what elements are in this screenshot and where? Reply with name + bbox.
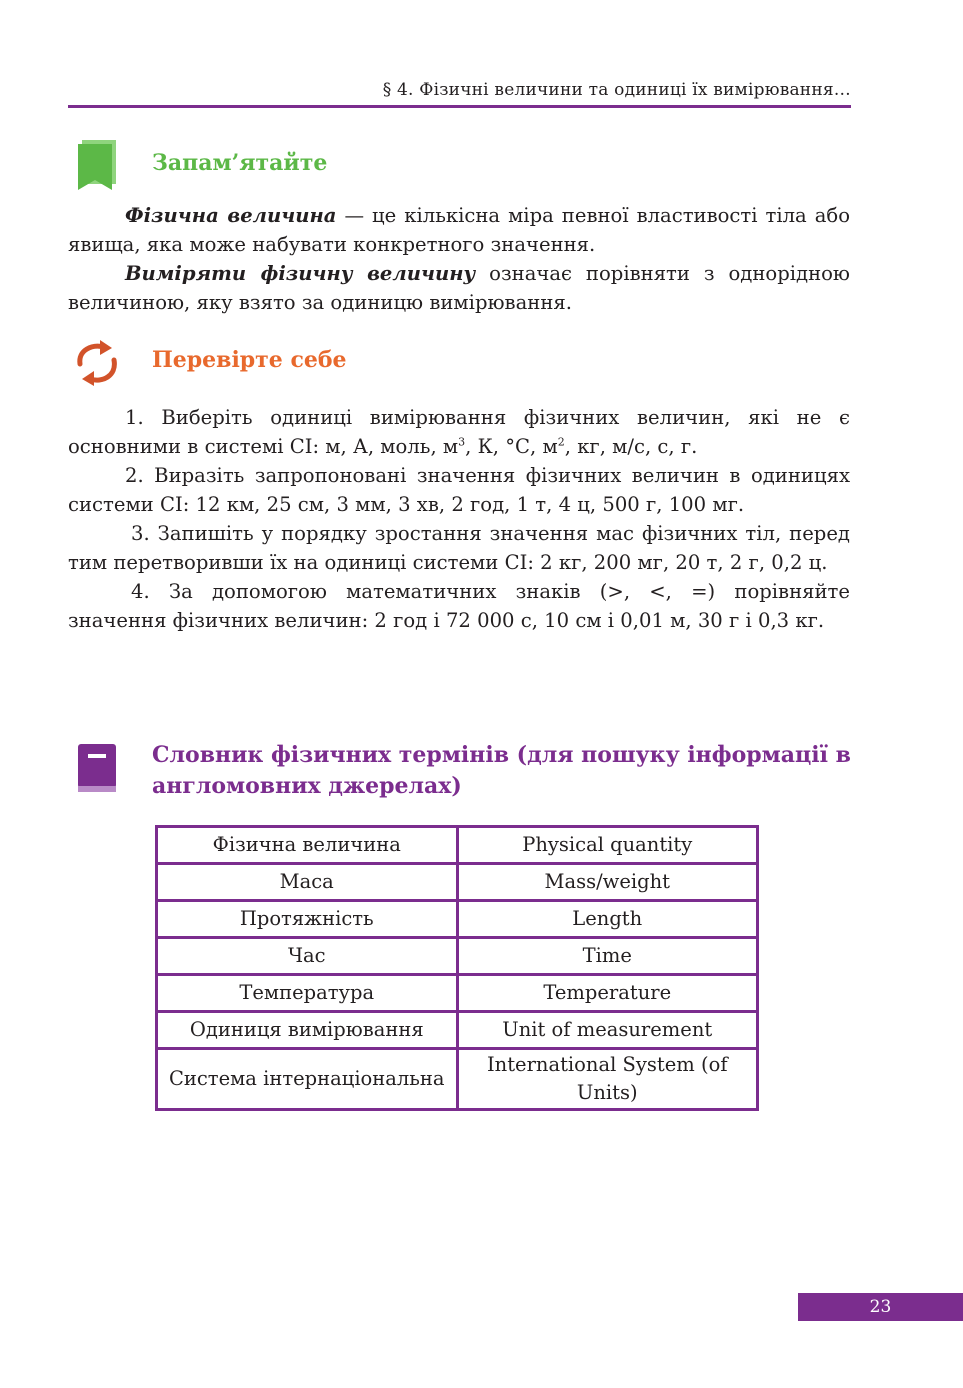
- term-uk: Одиниця вимірювання: [157, 1012, 458, 1049]
- term-en: Mass/weight: [457, 864, 758, 901]
- table-row: [157, 975, 758, 1012]
- table-row: [157, 901, 758, 938]
- term-en: Temperature: [457, 975, 758, 1012]
- check-questions: [68, 403, 850, 635]
- definition-measure-quantity: означає порівняти з однорідною величиною, яку взято за одиницю вимірювання.: [68, 262, 850, 314]
- term-uk: Час: [157, 938, 458, 975]
- question-4: 4. За допомогою математичних знаків (>, <, =) порівняйте значення фізичних величин: 2 год і 72 000 с, 10 см і 0,01 м, 30 г і 0,3 кг.: [68, 580, 850, 632]
- question-2: 2. Виразіть запропоновані значення фізичних величин в одиницях системи СІ: 12 км, 25 см, 3 мм, 3 хв, 2 год, 1 т, 4 ц, 500 г, 100 мг.: [68, 464, 850, 516]
- question-1: 1. Виберіть одиниці вимірювання фізичних величин, які не є основними в системі СІ: м, А, моль, $м^3$, К, °С, $м^2$, кг, м/с, с, г.: [68, 406, 850, 458]
- table-row: [157, 827, 758, 864]
- running-header: § 4. Фізичні величини та одиниці їх вимірювання…: [382, 80, 851, 100]
- term-measure-quantity: Виміряти фізичну величину: [125, 262, 476, 285]
- term-uk: Система інтернаціональна: [157, 1049, 458, 1110]
- check-title: Перевірте себе: [152, 347, 347, 373]
- glossary-table: [155, 825, 759, 1111]
- term-uk: Температура: [157, 975, 458, 1012]
- term-en: Physical quantity: [457, 827, 758, 864]
- book-icon: [76, 744, 118, 794]
- repeat-arrows-icon: [70, 338, 124, 388]
- table-row: [157, 938, 758, 975]
- term-physical-quantity: Фізична величина: [125, 204, 337, 227]
- definition-physical-quantity: — це кількісна міра певної властивості тіла або явища, яка може набувати конкретного значення.: [68, 204, 850, 256]
- term-uk: Фізична величина: [157, 827, 458, 864]
- glossary-title: Словник фізичних термінів (для пошуку інформації в англомовних джерелах): [152, 742, 851, 799]
- table-row: [157, 1049, 758, 1110]
- term-en: Time: [457, 938, 758, 975]
- bookmark-icon: [76, 140, 120, 192]
- remember-title: Запам’ятайте: [152, 150, 328, 176]
- term-uk: Маса: [157, 864, 458, 901]
- table-row: [157, 864, 758, 901]
- term-en: International System (of Units): [457, 1049, 758, 1110]
- table-row: [157, 1012, 758, 1049]
- term-uk: Протяжність: [157, 901, 458, 938]
- remember-text: [68, 201, 850, 317]
- term-en: Unit of measurement: [457, 1012, 758, 1049]
- page-number: 23: [798, 1293, 963, 1321]
- question-3: 3. Запишіть у порядку зростання значення мас фізичних тіл, перед тим перетворивши їх на одиниці системи СІ: 2 кг, 200 мг, 20 т, 2 г, 0,2 ц.: [68, 522, 850, 574]
- header-rule: [68, 105, 851, 108]
- term-en: Length: [457, 901, 758, 938]
